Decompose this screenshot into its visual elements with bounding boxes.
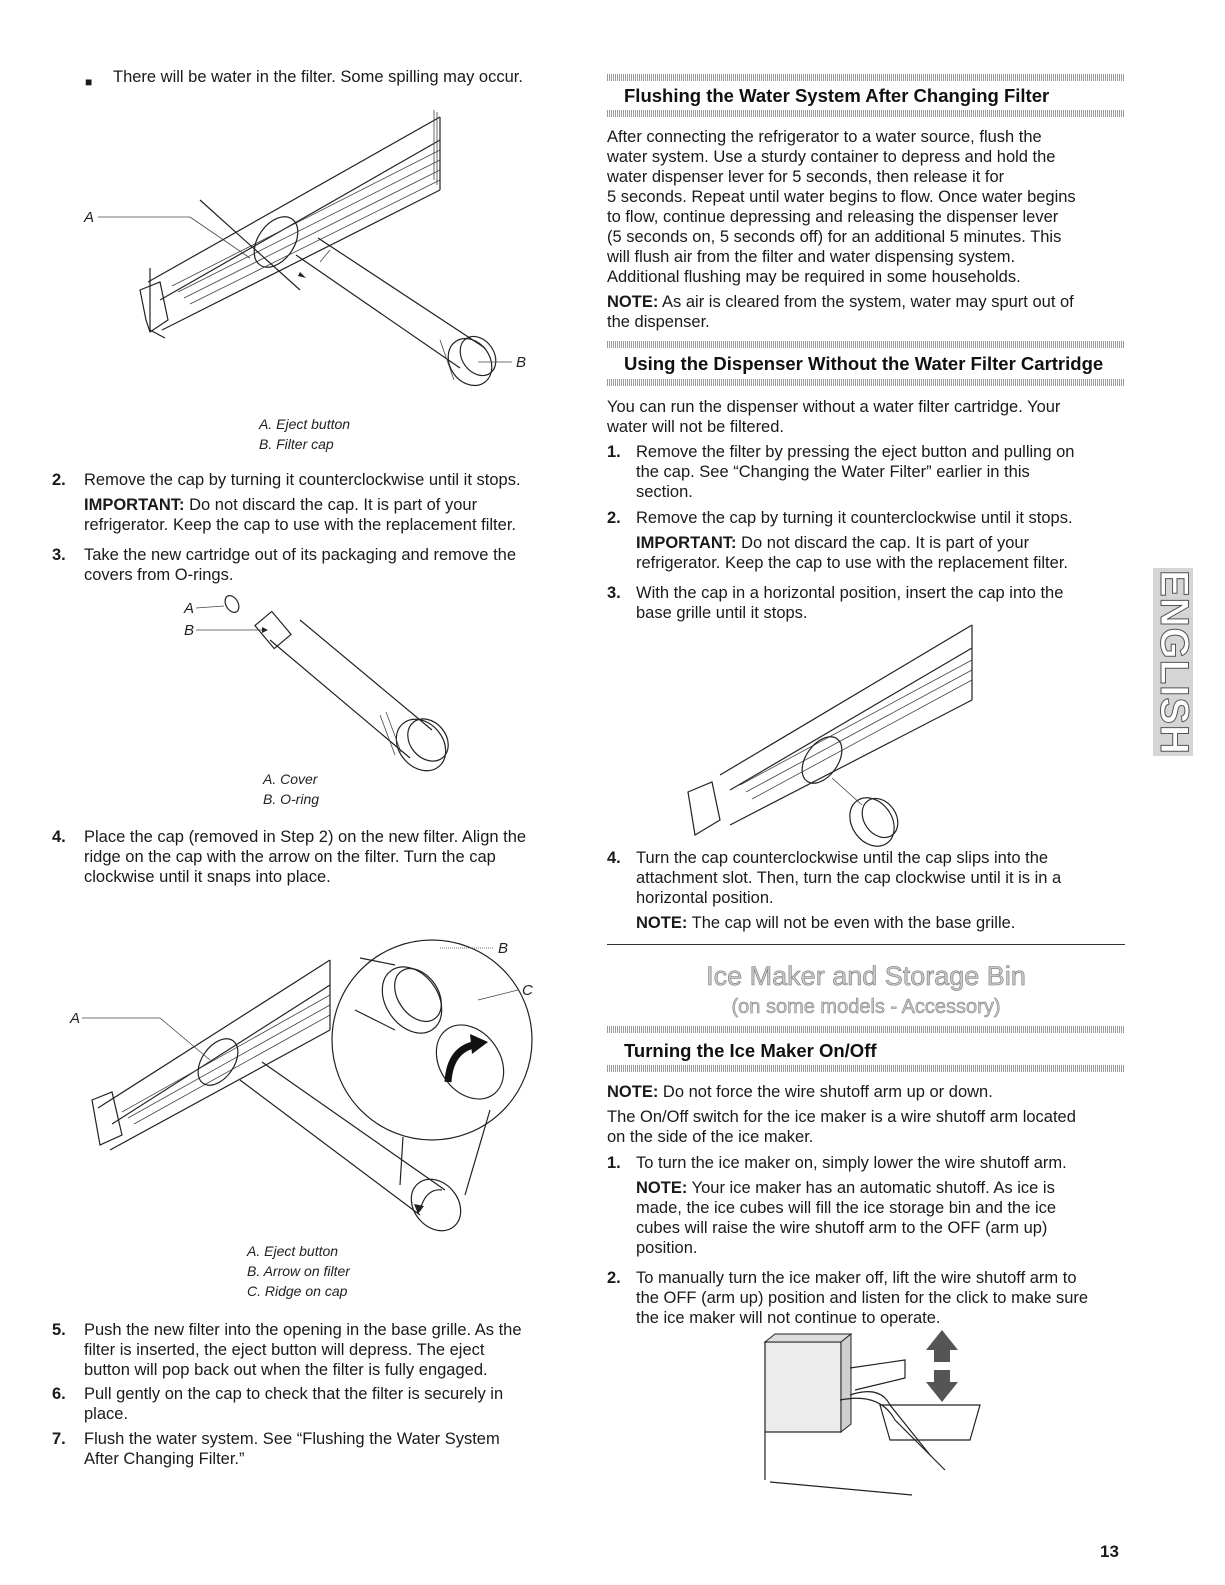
flush-line5: to flow, continue depressing and releasing the dispenser lever [607,208,1059,226]
side-tab-label: ENGLISH [1151,569,1196,755]
filter-cartridge-drawing [200,200,503,394]
step2-text: Remove the cap by turning it counterclockwise until it stops. [84,471,521,489]
no-filter-line1: You can run the dispenser without a water filter cartridge. Your [607,398,1061,416]
step5-text-line3: button will pop back out when the filter is fully engaged. [84,1361,488,1379]
nf-step3-line2: base grille until it stops. [636,604,808,622]
ice-maker-drawing [765,1334,980,1495]
figure3-caption-b: B. Arrow on filter [247,1263,350,1279]
ice-step1-note-line3: cubes will raise the wire shutoff arm to the OFF (arm up) [636,1219,1048,1237]
leader-line-cover [196,606,224,608]
important-label: IMPORTANT: [84,496,185,514]
heading-shade-bottom [607,110,1125,117]
note-label: NOTE: [607,293,659,311]
step4-number: 4. [52,828,66,846]
nf-step3-line1: With the cap in a horizontal position, insert the cap into the [636,584,1064,602]
section-divider [607,944,1125,945]
step6-text-line1: Pull gently on the cap to check that the filter is securely in [84,1385,504,1403]
ice-note [607,1082,993,1102]
figure3-caption-a: A. Eject button [247,1243,339,1259]
nf-step4-line2: attachment slot. Then, turn the cap clockwise until it is in a [636,869,1062,887]
note-text: The cap will not be even with the base grille. [687,914,1016,932]
ice-step1-number: 1. [607,1154,621,1172]
ice-step1-note [636,1178,1055,1198]
figure3-caption-c: C. Ridge on cap [247,1283,348,1299]
figure2-label-a: A [184,600,195,617]
figure2-caption-a: A. Cover [263,771,318,787]
heading-shade-top [607,341,1125,348]
note-label: NOTE: [607,1083,659,1101]
step4-text-line3: clockwise until it snaps into place. [84,868,331,886]
cap-drawing [841,789,904,855]
heading-shade-bottom [607,379,1125,386]
flush-line2: water system. Use a sturdy container to depress and hold the [607,148,1056,166]
zoomed-filter-end [355,956,518,1112]
nf-step1-number: 1. [607,443,621,461]
nf-step4-line3: horizontal position. [636,889,774,907]
note-text: Do not force the wire shutoff arm up or down. [658,1083,993,1101]
bullet-square-icon: ■ [85,75,93,89]
section-title: Ice Maker and Storage Bin [706,961,1026,991]
nf-step3-number: 3. [607,584,621,602]
nf-step4-note [636,913,1015,933]
flush-line7: will flush air from the filter and water dispensing system. [607,248,1016,266]
step3-text-line1: Take the new cartridge out of its packaging and remove the [84,546,517,564]
ice-step1-text: To turn the ice maker on, simply lower the wire shutoff arm. [636,1154,1067,1172]
up-down-arrows-icon [926,1330,958,1402]
language-side-tab-text [1151,568,1196,756]
nf-step2-number: 2. [607,509,621,527]
base-grille-drawing [140,110,440,338]
flush-note-line2: the dispenser. [607,313,710,331]
nf-step1-line1: Remove the filter by pressing the eject button and pulling on [636,443,1075,461]
step5-text-line1: Push the new filter into the opening in the base grille. As the [84,1321,522,1339]
figure1-label-a: A [84,209,95,226]
ice-step1-note-line2: made, the ice cubes will fill the ice storage bin and the ice [636,1199,1057,1217]
nf-step2-important-line2: refrigerator. Keep the cap to use with the replacement filter. [636,554,1068,572]
cartridge-drawing [222,593,456,780]
step7-text-line1: Flush the water system. See “Flushing the Water System [84,1430,500,1448]
step5-number: 5. [52,1321,66,1339]
note-text: As air is cleared from the system, water may spurt out of [658,293,1074,311]
flush-line8: Additional flushing may be required in some households. [607,268,1021,286]
no-filter-heading: Using the Dispenser Without the Water Filter Cartridge [624,353,1104,374]
leader-line-c [478,990,518,1000]
heading-shade-top [607,1026,1125,1033]
ice-step2-line1: To manually turn the ice maker off, lift the wire shutoff arm to [636,1269,1077,1287]
important-text-line1: Do not discard the cap. It is part of your [184,496,478,514]
no-filter-line2: water will not be filtered. [607,418,784,436]
ice-maker-heading: Turning the Ice Maker On/Off [624,1040,877,1061]
nf-step1-line2: the cap. See “Changing the Water Filter” earlier in this [636,463,1030,481]
important-text-line1: Do not discard the cap. It is part of your [736,534,1030,552]
heading-shade-top [607,74,1125,81]
step3-number: 3. [52,546,66,564]
figure1-caption-b: B. Filter cap [259,436,334,452]
nf-step1-line3: section. [636,483,693,501]
nf-step2-line1: Remove the cap by turning it counterclockwise until it stops. [636,509,1073,527]
flush-line4: 5 seconds. Repeat until water begins to flow. Once water begins [607,188,1076,206]
filter-cartridge-drawing [240,1062,471,1241]
step7-number: 7. [52,1430,66,1448]
step7-text-line2: After Changing Filter.” [84,1450,245,1468]
flush-line6: (5 seconds on, 5 seconds off) for an additional 5 minutes. This [607,228,1062,246]
nf-step4-line1: Turn the cap counterclockwise until the cap slips into the [636,849,1049,867]
base-grille-drawing [92,960,330,1150]
step2-important-line2: refrigerator. Keep the cap to use with the replacement filter. [84,516,516,534]
heading-shade-bottom [607,1065,1125,1072]
ice-step1-note-line4: position. [636,1239,698,1257]
base-grille-drawing [688,625,972,835]
note-label: NOTE: [636,914,688,932]
step2-important [84,495,477,515]
step6-number: 6. [52,1385,66,1403]
step5-text-line2: filter is inserted, the eject button will depress. The eject [84,1341,485,1359]
flush-note [607,292,1074,312]
step3-text-line2: covers from O-rings. [84,566,234,584]
important-label: IMPORTANT: [636,534,737,552]
note-text: Your ice maker has an automatic shutoff. As ice is [687,1179,1055,1197]
step4-text-line1: Place the cap (removed in Step 2) on the new filter. Align the [84,828,527,846]
nf-step2-important [636,533,1029,553]
figure2-caption-b: B. O-ring [263,791,320,807]
figure1-label-b: B [516,354,527,371]
flush-heading: Flushing the Water System After Changing Filter [624,85,1050,106]
step4-text-line2: ridge on the cap with the arrow on the filter. Turn the cap [84,848,496,866]
flush-line3: water dispenser lever for 5 seconds, then release it for [607,168,1005,186]
ice-line2: on the side of the ice maker. [607,1128,814,1146]
figure3-label-b: B [498,940,509,957]
ice-step2-line2: the OFF (arm up) position and listen for the click to make sure [636,1289,1089,1307]
bullet-text: There will be water in the filter. Some spilling may occur. [113,68,523,86]
ice-step2-line3: the ice maker will not continue to operate. [636,1309,941,1327]
page-number: 13 [1100,1542,1119,1561]
ice-line1: The On/Off switch for the ice maker is a wire shutoff arm located [607,1108,1076,1126]
step6-text-line2: place. [84,1405,129,1423]
figure1-caption-a: A. Eject button [259,416,351,432]
flush-line1: After connecting the refrigerator to a water source, flush the [607,128,1042,146]
figure3-label-a: A [70,1010,81,1027]
zoom-circle [332,940,532,1140]
section-subtitle: (on some models - Accessory) [731,996,1001,1018]
step2-number: 2. [52,471,66,489]
figure2-label-b: B [184,622,195,639]
figure3-label-c: C [522,982,533,999]
nf-step4-number: 4. [607,849,621,867]
note-label: NOTE: [636,1179,688,1197]
ice-step2-number: 2. [607,1269,621,1287]
